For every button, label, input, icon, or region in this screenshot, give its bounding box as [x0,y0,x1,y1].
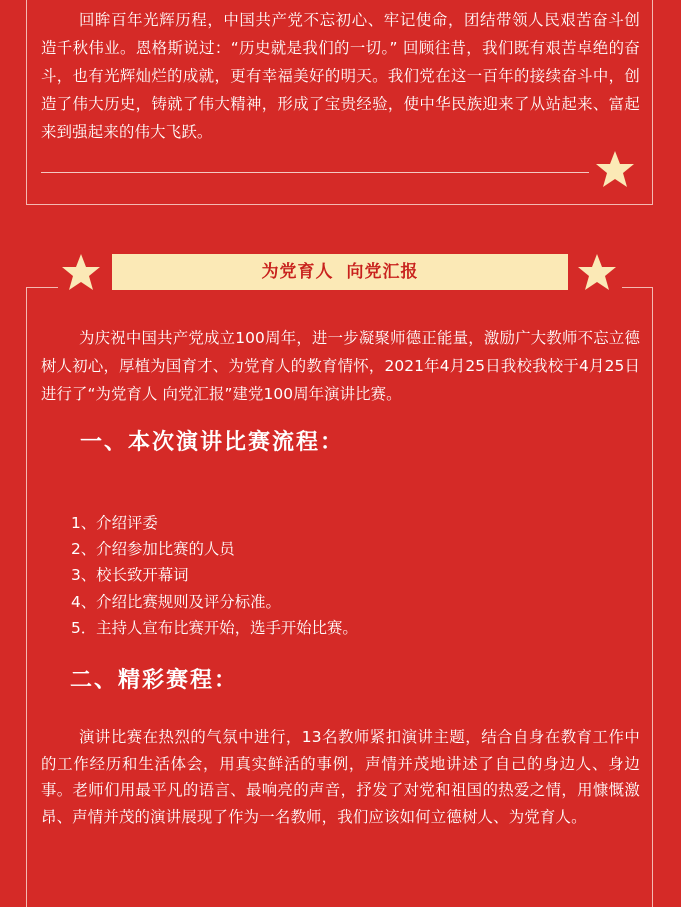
highlights-heading: 二、精彩赛程： [70,668,239,693]
star-icon [595,150,635,188]
intro-paragraph: 回眸百年光辉历程，中国共产党不忘初心、牢记使命，团结带领人民艰苦奋斗创造千秋伟业。恩格斯说过：“历史就是我们的一切。” 回顾往昔，我们既有艰苦卓绝的奋斗，也有光辉灿烂的成就，更有幸福美好的明天。我们党在这一百年的接续奋斗中，创造了伟大历史，铸就了伟大精神，形成了宝贵经验，使中华民族迎来了从站起来、富起来到强起来的伟大飞跃。 [41,11,640,141]
list-item: 2、介绍参加比赛的人员 [71,540,235,559]
section-banner-title: 为党育人 向党汇报 [112,254,568,290]
frame-top-left-rule [26,287,58,288]
section-description: 为庆祝中国共产党成立100周年，进一步凝聚师德正能量，激励广大教师不忘立德树人初心，厚植为国育才、为党育人的教育情怀，2021年4月25日我校我校于4月25日进行了“为党育人 向党汇报”建党100周年演讲比赛。 [41,329,640,403]
highlights-paragraph: 演讲比赛在热烈的气氛中进行，13名教师紧扣演讲主题，结合自身在教育工作中的工作经历和生活体会，用真实鲜活的事例，声情并茂地讲述了自己的身边人、身边事。老师们用最平凡的语言、最响亮的声音，抒发了对党和祖国的热爱之情，用慷慨激昂、声情并茂的演讲展现了作为一名教师，我们应该如何立德树人、为党育人。 [41,728,640,826]
star-icon [577,253,617,291]
list-item: 1、介绍评委 [71,514,158,532]
frame-top-right-rule [622,287,653,288]
list-item: 3、校长致开幕词 [71,566,189,585]
star-icon [61,253,101,291]
process-steps-list [71,510,358,641]
list-item: 5．主持人宣布比赛开始，选手开始比赛。 [71,618,358,637]
process-heading: 一、本次演讲比赛流程： [80,430,345,455]
list-item: 4、介绍比赛规则及评分标准。 [71,592,281,611]
divider-line [41,172,589,173]
